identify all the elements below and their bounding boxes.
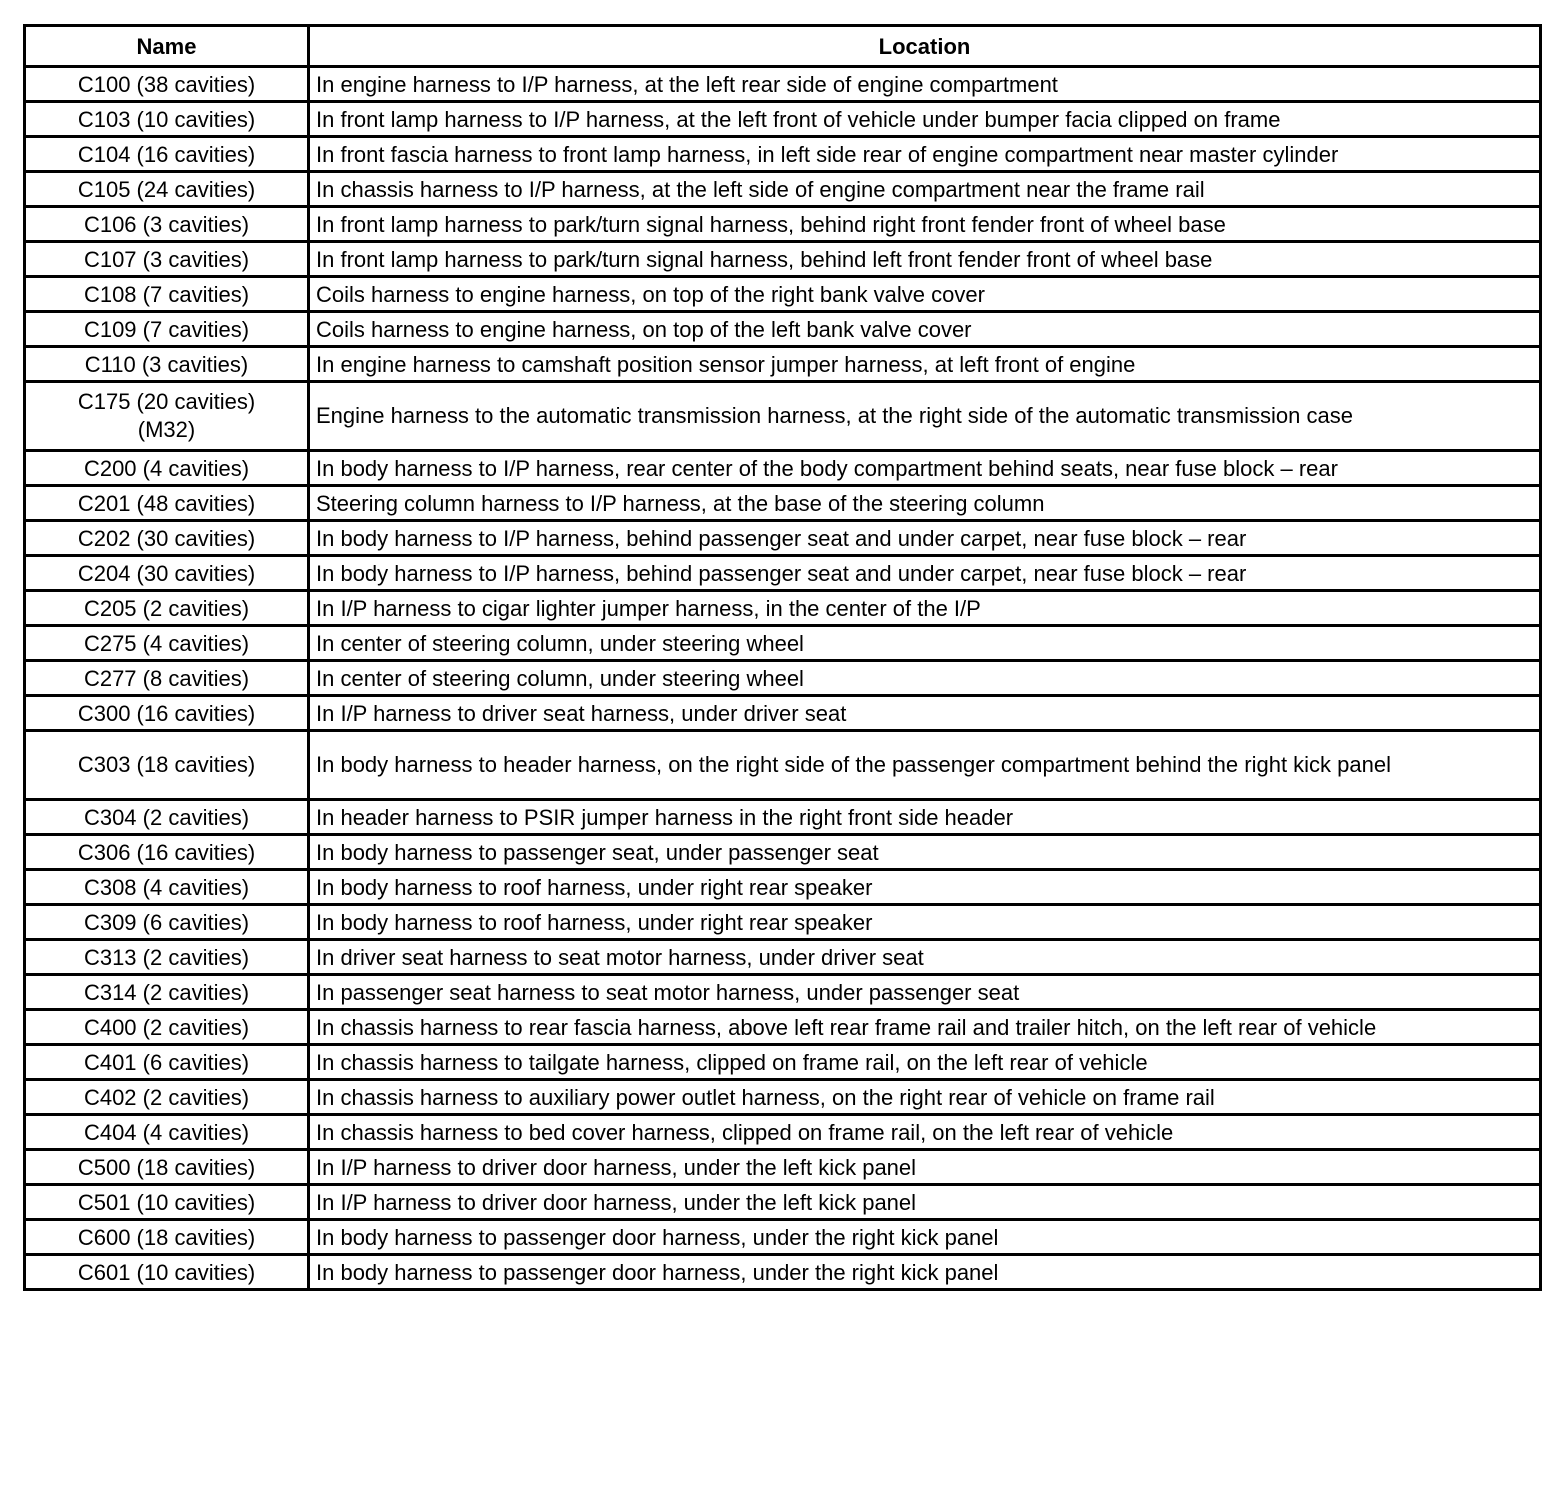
connector-location: In chassis harness to tailgate harness, clipped on frame rail, on the left rear of vehicle <box>309 1045 1541 1080</box>
connector-location: Engine harness to the automatic transmission harness, at the right side of the automatic transmission case <box>309 382 1541 451</box>
connector-name-cell <box>25 242 309 277</box>
connector-location: In body harness to I/P harness, rear center of the body compartment behind seats, near fuse block – rear <box>309 451 1541 486</box>
connector-location: In chassis harness to rear fascia harness, above left rear frame rail and trailer hitch, on the left rear of vehicle <box>309 1010 1541 1045</box>
table-row <box>25 242 1541 277</box>
connector-location: In I/P harness to driver door harness, under the left kick panel <box>309 1150 1541 1185</box>
connector-location: In center of steering column, under steering wheel <box>309 626 1541 661</box>
connector-name: C110 (3 cavities) <box>84 351 249 377</box>
connector-location: In I/P harness to driver door harness, under the left kick panel <box>309 1185 1541 1220</box>
connector-name-cell <box>25 940 309 975</box>
connector-name-cell <box>25 975 309 1010</box>
table-row <box>25 800 1541 835</box>
connector-name-cell <box>25 905 309 940</box>
table-row <box>25 626 1541 661</box>
connector-name-cell <box>25 207 309 242</box>
table-row <box>25 835 1541 870</box>
connector-name: C108 (7 cavities) <box>83 281 250 307</box>
connector-name-cell <box>25 172 309 207</box>
table-row <box>25 1150 1541 1185</box>
table-row <box>25 1185 1541 1220</box>
connector-location: Coils harness to engine harness, on top of the left bank valve cover <box>309 312 1541 347</box>
connector-name: C104 (16 cavities) <box>77 141 256 167</box>
connector-name: C103 (10 cavities) <box>77 106 256 132</box>
connector-location: In body harness to roof harness, under right rear speaker <box>309 905 1541 940</box>
connector-name-cell <box>25 870 309 905</box>
connector-name-cell <box>25 382 309 451</box>
connector-name-cell <box>25 696 309 731</box>
connector-name: C601 (10 cavities) <box>77 1259 256 1285</box>
table-row <box>25 207 1541 242</box>
connector-name: C200 (4 cavities) <box>83 455 250 481</box>
table-row <box>25 67 1541 102</box>
connector-location: In body harness to I/P harness, behind passenger seat and under carpet, near fuse block – rear <box>309 556 1541 591</box>
connector-name: C600 (18 cavities) <box>77 1224 256 1250</box>
connector-location: In engine harness to camshaft position sensor jumper harness, at left front of engine <box>309 347 1541 382</box>
table-row <box>25 347 1541 382</box>
table-row <box>25 277 1541 312</box>
connector-location: In front lamp harness to park/turn signal harness, behind left front fender front of wheel base <box>309 242 1541 277</box>
connector-name: C175 (20 cavities) <box>77 389 256 414</box>
header-row <box>25 26 1541 67</box>
connector-location: In body harness to passenger seat, under passenger seat <box>309 835 1541 870</box>
connector-name-cell <box>25 1220 309 1255</box>
table-row <box>25 486 1541 521</box>
connector-location: In body harness to I/P harness, behind passenger seat and under carpet, near fuse block – rear <box>309 521 1541 556</box>
table-row <box>25 102 1541 137</box>
column-header-name: Name <box>25 26 309 67</box>
connector-name: C303 (18 cavities) <box>77 752 256 777</box>
table-row <box>25 975 1541 1010</box>
connector-name: C205 (2 cavities) <box>83 595 250 621</box>
connector-name: C500 (18 cavities) <box>77 1154 256 1180</box>
table-row <box>25 1115 1541 1150</box>
table-row <box>25 905 1541 940</box>
table-row <box>25 870 1541 905</box>
connector-name: C107 (3 cavities) <box>83 246 250 272</box>
connector-name: C275 (4 cavities) <box>83 630 250 656</box>
connector-name-cell <box>25 521 309 556</box>
table-row <box>25 1010 1541 1045</box>
table-row <box>25 731 1541 800</box>
connector-name: C402 (2 cavities) <box>83 1084 250 1110</box>
connector-name-cell <box>25 102 309 137</box>
connector-name: C400 (2 cavities) <box>83 1014 250 1040</box>
connector-location: In chassis harness to bed cover harness, clipped on frame rail, on the left rear of vehicle <box>309 1115 1541 1150</box>
connector-location: In I/P harness to cigar lighter jumper harness, in the center of the I/P <box>309 591 1541 626</box>
table-row <box>25 521 1541 556</box>
connector-name: C306 (16 cavities) <box>77 839 256 865</box>
table-row <box>25 1045 1541 1080</box>
table-row <box>25 172 1541 207</box>
connector-name-cell <box>25 626 309 661</box>
connector-name-cell <box>25 1080 309 1115</box>
connector-name-cell <box>25 67 309 102</box>
connector-name-cell <box>25 731 309 800</box>
table-row <box>25 451 1541 486</box>
table-row <box>25 696 1541 731</box>
connector-name-cell <box>25 347 309 382</box>
table-row <box>25 1255 1541 1290</box>
connector-name-cell <box>25 1150 309 1185</box>
connector-name-cell <box>25 451 309 486</box>
table-row <box>25 940 1541 975</box>
connector-name: C201 (48 cavities) <box>77 490 256 516</box>
connector-name-cell <box>25 800 309 835</box>
connector-name-cell <box>25 1045 309 1080</box>
connector-name-cell <box>25 312 309 347</box>
connector-option-code: (M32) <box>137 417 196 442</box>
connector-name: C304 (2 cavities) <box>83 804 250 830</box>
connector-location: In chassis harness to I/P harness, at the left side of engine compartment near the frame rail <box>309 172 1541 207</box>
connector-name: C501 (10 cavities) <box>77 1189 256 1215</box>
connector-location: In body harness to header harness, on the right side of the passenger compartment behind the right kick panel <box>309 731 1541 800</box>
connector-name: C109 (7 cavities) <box>83 316 250 342</box>
connector-name: C202 (30 cavities) <box>77 525 256 551</box>
connector-name-cell <box>25 1115 309 1150</box>
connector-name: C105 (24 cavities) <box>77 176 256 202</box>
connector-name-cell <box>25 661 309 696</box>
table-row <box>25 591 1541 626</box>
connector-location-table <box>23 24 1542 1291</box>
connector-location: In front lamp harness to park/turn signal harness, behind right front fender front of wheel base <box>309 207 1541 242</box>
table-row <box>25 137 1541 172</box>
connector-name: C308 (4 cavities) <box>83 874 250 900</box>
connector-name: C204 (30 cavities) <box>77 560 256 586</box>
connector-name-cell <box>25 486 309 521</box>
table-row <box>25 312 1541 347</box>
connector-name-cell <box>25 591 309 626</box>
table-row <box>25 1080 1541 1115</box>
connector-location: In body harness to passenger door harness, under the right kick panel <box>309 1255 1541 1290</box>
connector-name: C404 (4 cavities) <box>83 1119 250 1145</box>
connector-name-cell <box>25 137 309 172</box>
connector-location: In body harness to passenger door harness, under the right kick panel <box>309 1220 1541 1255</box>
connector-location: Steering column harness to I/P harness, at the base of the steering column <box>309 486 1541 521</box>
column-header-location: Location <box>309 26 1541 67</box>
connector-name: C100 (38 cavities) <box>77 71 256 97</box>
connector-location: Coils harness to engine harness, on top of the right bank valve cover <box>309 277 1541 312</box>
connector-location: In I/P harness to driver seat harness, under driver seat <box>309 696 1541 731</box>
connector-name: C300 (16 cavities) <box>77 700 256 726</box>
connector-location: In driver seat harness to seat motor harness, under driver seat <box>309 940 1541 975</box>
connector-name-cell <box>25 835 309 870</box>
table-row <box>25 556 1541 591</box>
connector-location: In front fascia harness to front lamp harness, in left side rear of engine compartment near master cylinder <box>309 137 1541 172</box>
connector-name: C314 (2 cavities) <box>83 979 250 1005</box>
connector-name: C309 (6 cavities) <box>83 909 250 935</box>
connector-name-cell <box>25 277 309 312</box>
connector-name-cell <box>25 1010 309 1045</box>
table-row <box>25 1220 1541 1255</box>
table-row <box>25 661 1541 696</box>
connector-name: C106 (3 cavities) <box>83 211 250 237</box>
connector-location: In center of steering column, under steering wheel <box>309 661 1541 696</box>
connector-location: In chassis harness to auxiliary power outlet harness, on the right rear of vehicle on frame rail <box>309 1080 1541 1115</box>
connector-location: In body harness to roof harness, under right rear speaker <box>309 870 1541 905</box>
connector-name: C277 (8 cavities) <box>83 665 250 691</box>
connector-name-cell <box>25 556 309 591</box>
connector-location: In engine harness to I/P harness, at the left rear side of engine compartment <box>309 67 1541 102</box>
connector-name: C401 (6 cavities) <box>83 1049 250 1075</box>
connector-name-cell <box>25 1185 309 1220</box>
table-row <box>25 382 1541 451</box>
connector-name-cell <box>25 1255 309 1290</box>
connector-location: In passenger seat harness to seat motor harness, under passenger seat <box>309 975 1541 1010</box>
connector-name: C313 (2 cavities) <box>83 944 250 970</box>
connector-location: In front lamp harness to I/P harness, at the left front of vehicle under bumper facia clipped on frame <box>309 102 1541 137</box>
connector-location: In header harness to PSIR jumper harness in the right front side header <box>309 800 1541 835</box>
